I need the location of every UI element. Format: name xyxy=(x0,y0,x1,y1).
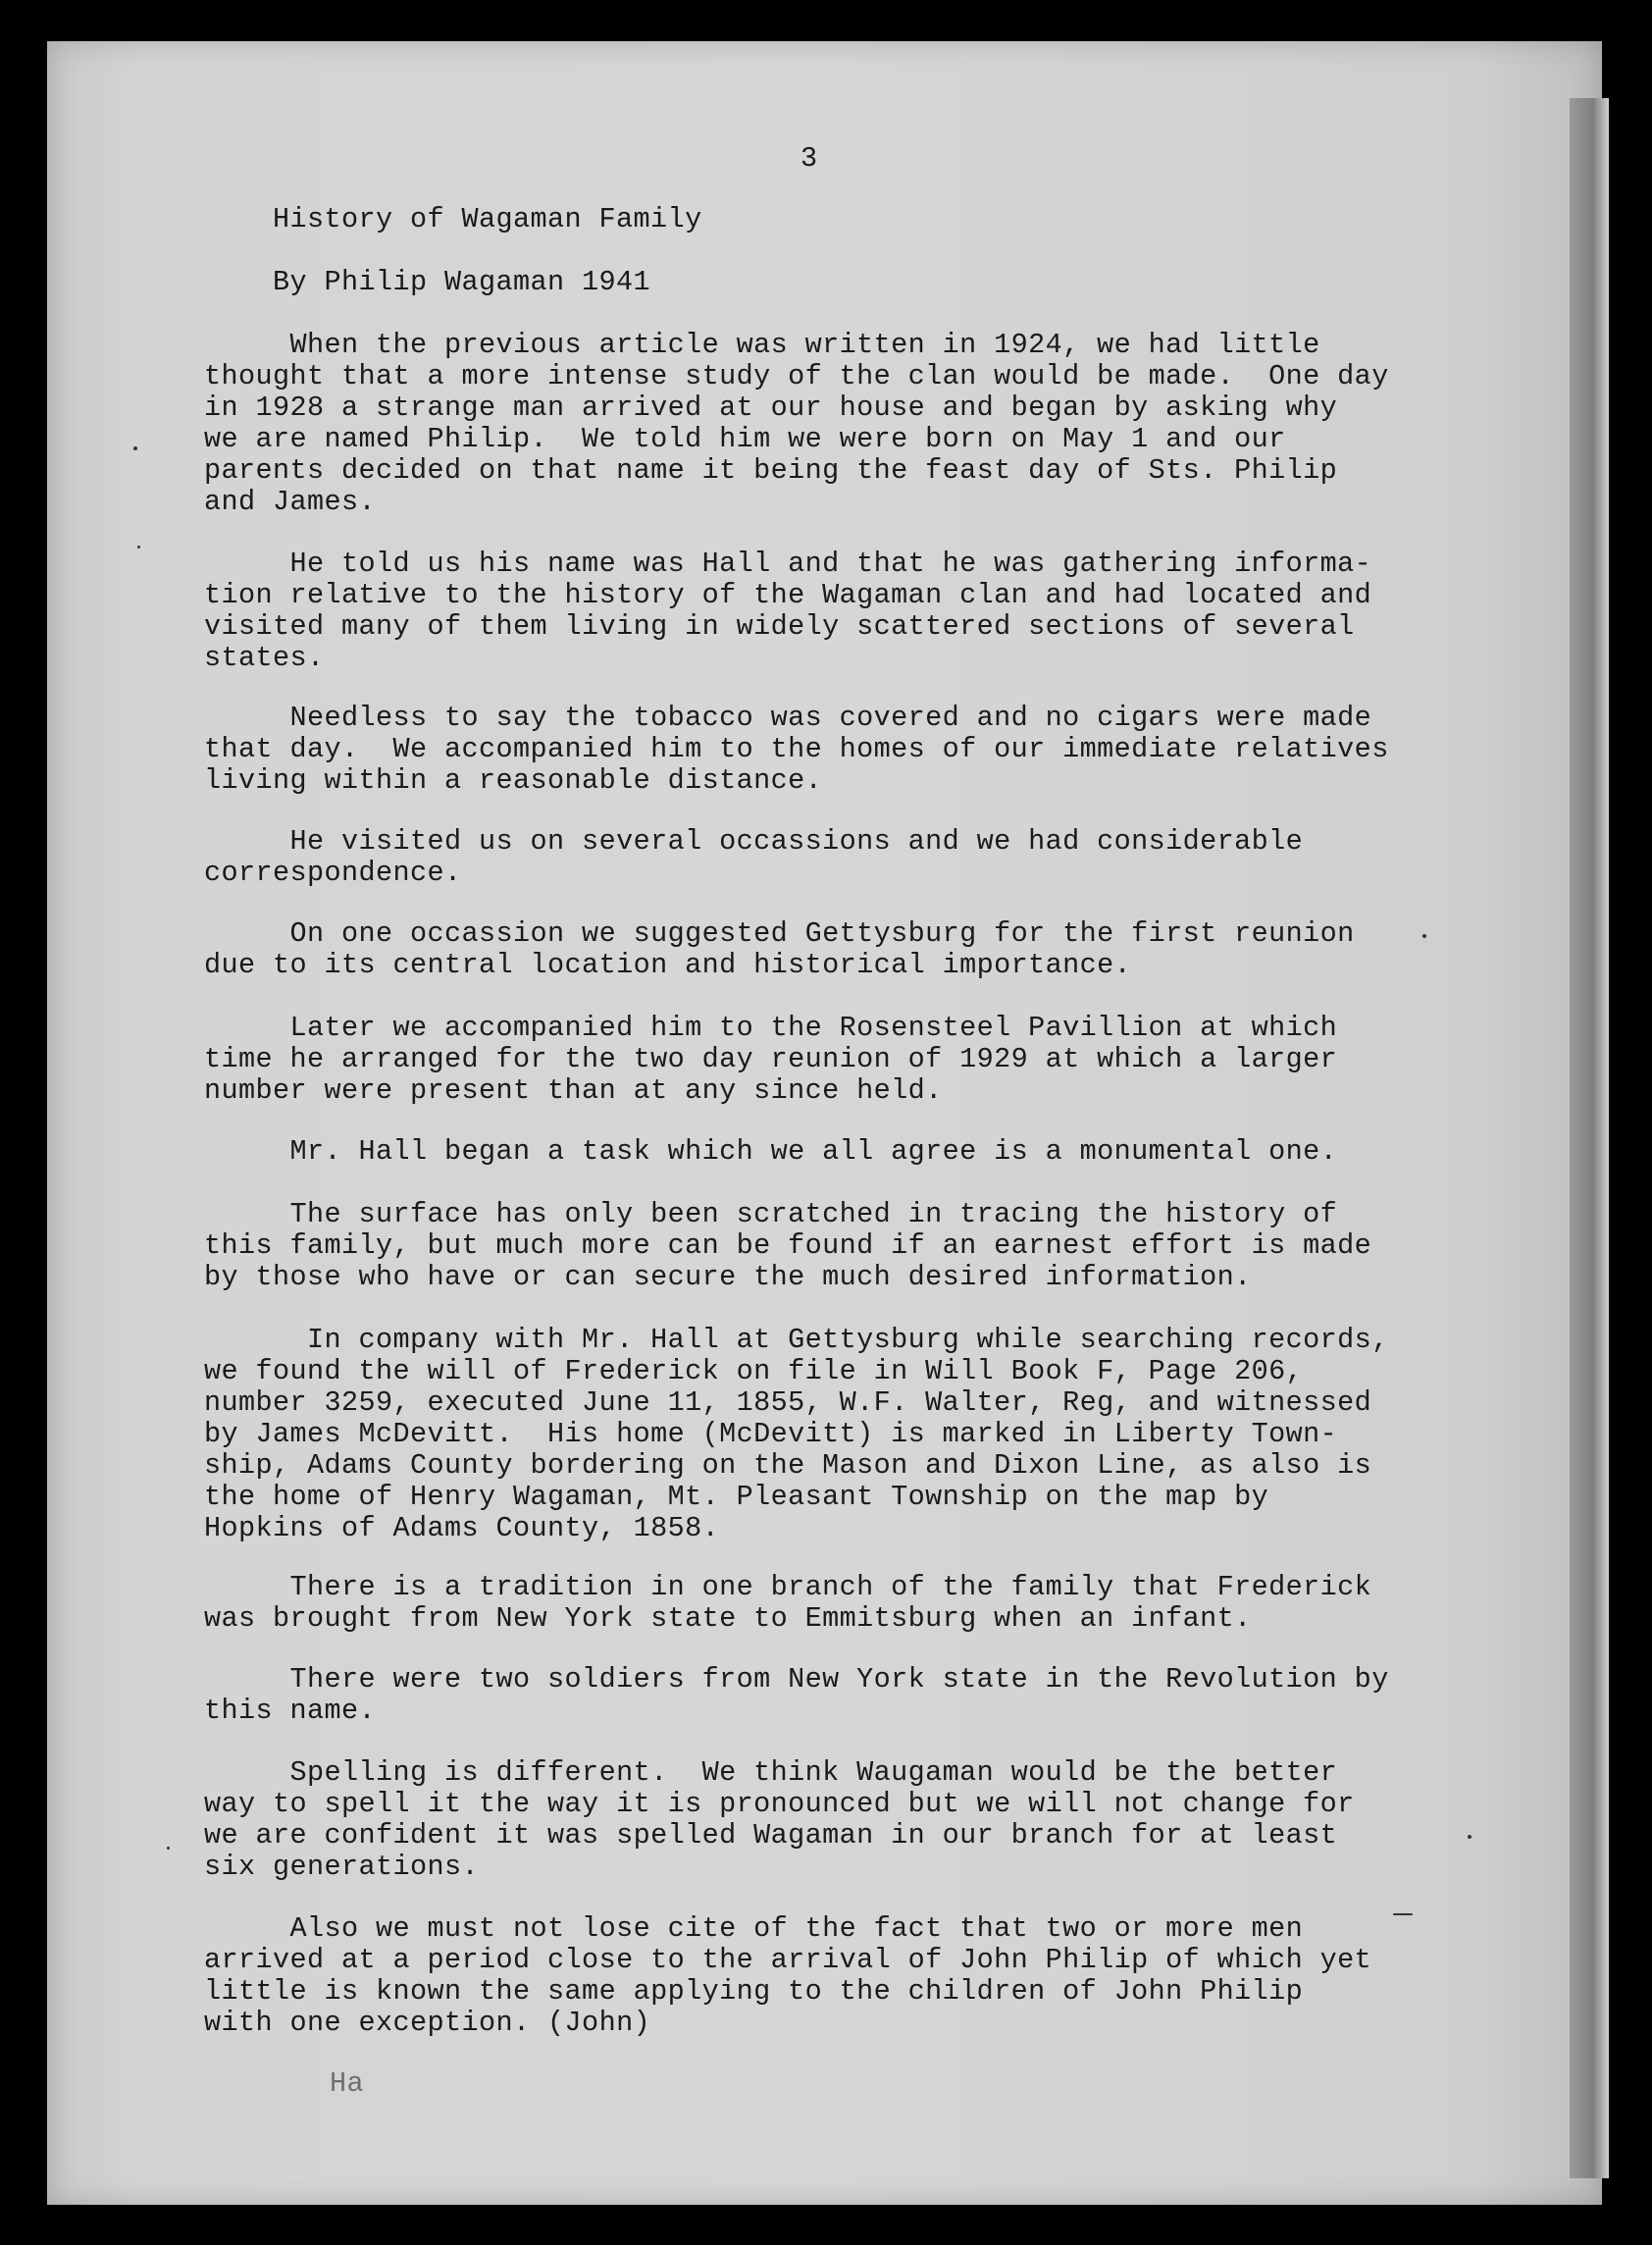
scan-speck xyxy=(137,546,140,548)
text-line: number were present than at any since held. xyxy=(204,1074,943,1107)
text-line: ship, Adams County bordering on the Mason and Dixon Line, as also is xyxy=(204,1449,1372,1482)
paragraph-9 xyxy=(204,1325,1440,1544)
text-line: arrived at a period close to the arrival of John Philip of which yet xyxy=(204,1944,1372,1976)
text-line: living within a reasonable distance. xyxy=(204,764,823,797)
text-line: Later we accompanied him to the Rosensteel Pavillion at which xyxy=(204,1012,1338,1044)
text-line: the home of Henry Wagaman, Mt. Pleasant Township on the map by xyxy=(204,1481,1269,1513)
paragraph-10 xyxy=(204,1572,1440,1635)
paragraph-11 xyxy=(204,1664,1440,1727)
scan-speck xyxy=(1422,934,1426,938)
footer-fragment: Ha xyxy=(330,2067,365,2100)
text-line: this name. xyxy=(204,1695,377,1727)
scan-speck xyxy=(1468,1835,1471,1839)
scan-speck xyxy=(167,1847,170,1850)
text-line: tion relative to the history of the Wagaman clan and had located and xyxy=(204,579,1372,611)
text-line: Needless to say the tobacco was covered and no cigars were made xyxy=(204,702,1372,734)
paragraph-4 xyxy=(204,826,1440,889)
document-title: History of Wagaman Family xyxy=(273,203,702,235)
scan-speck xyxy=(1393,1913,1413,1915)
text-line: in 1928 a strange man arrived at our house and began by asking why xyxy=(204,392,1338,424)
text-line: thought that a more intense study of the clan would be made. One day xyxy=(204,360,1389,392)
text-line: Mr. Hall began a task which we all agree is a monumental one. xyxy=(204,1135,1338,1168)
text-line: There were two soldiers from New York state in the Revolution by xyxy=(204,1663,1389,1696)
paragraph-12 xyxy=(204,1757,1440,1883)
text-line: number 3259, executed June 11, 1855, W.F. Walter, Reg, and witnessed xyxy=(204,1386,1372,1419)
text-line: correspondence. xyxy=(204,857,462,889)
text-line: six generations. xyxy=(204,1851,480,1883)
text-line: On one occassion we suggested Gettysburg for the first reunion xyxy=(204,917,1355,950)
text-line: He told us his name was Hall and that he was gathering informa- xyxy=(204,548,1372,580)
text-line: and James. xyxy=(204,486,377,518)
text-line: that day. We accompanied him to the homes of our immediate relatives xyxy=(204,733,1389,765)
paragraph-13 xyxy=(204,1913,1440,2039)
paragraph-6 xyxy=(204,1013,1440,1107)
text-line: Also we must not lose cite of the fact that two or more men xyxy=(204,1912,1304,1945)
text-line: states. xyxy=(204,642,325,674)
text-line: Hopkins of Adams County, 1858. xyxy=(204,1512,720,1544)
paragraph-3 xyxy=(204,703,1440,797)
text-line: due to its central location and historical importance. xyxy=(204,949,1132,981)
text-line: by those who have or can secure the much desired information. xyxy=(204,1261,1252,1293)
text-line: we are named Philip. We told him we were born on May 1 and our xyxy=(204,423,1286,455)
text-line: time he arranged for the two day reunion of 1929 at which a larger xyxy=(204,1043,1338,1075)
byline: By Philip Wagaman 1941 xyxy=(273,266,651,298)
text-line: this family, but much more can be found if an earnest effort is made xyxy=(204,1229,1372,1262)
paragraph-7 xyxy=(204,1136,1440,1168)
text-line: parents decided on that name it being the feast day of Sts. Philip xyxy=(204,454,1338,487)
text-line: little is known the same applying to the children of John Philip xyxy=(204,1975,1304,2008)
text-line: visited many of them living in widely scattered sections of several xyxy=(204,610,1355,643)
paragraph-2 xyxy=(204,548,1440,674)
page-number: 3 xyxy=(800,142,818,175)
text-line: The surface has only been scratched in tracing the history of xyxy=(204,1198,1338,1230)
text-line: by James McDevitt. His home (McDevitt) is marked in Liberty Town- xyxy=(204,1418,1338,1450)
text-line: we are confident it was spelled Wagaman in our branch for at least xyxy=(204,1819,1338,1852)
paragraph-5 xyxy=(204,918,1440,981)
text-line: Spelling is different. We think Waugaman would be the better xyxy=(204,1756,1338,1789)
text-line: There is a tradition in one branch of the family that Frederick xyxy=(204,1571,1372,1603)
text-line: was brought from New York state to Emmitsburg when an infant. xyxy=(204,1602,1252,1635)
text-line: In company with Mr. Hall at Gettysburg while searching records, xyxy=(204,1324,1389,1356)
paragraph-1 xyxy=(204,330,1440,518)
paragraph-8 xyxy=(204,1199,1440,1293)
text-line: He visited us on several occassions and we had considerable xyxy=(204,825,1304,858)
scan-speck xyxy=(133,446,137,450)
text-line: way to spell it the way it is pronounced but we will not change for xyxy=(204,1788,1355,1820)
text-line: When the previous article was written in 1924, we had little xyxy=(204,329,1320,361)
text-line: we found the will of Frederick on file in Will Book F, Page 206, xyxy=(204,1355,1304,1387)
text-line: with one exception. (John) xyxy=(204,2007,651,2039)
